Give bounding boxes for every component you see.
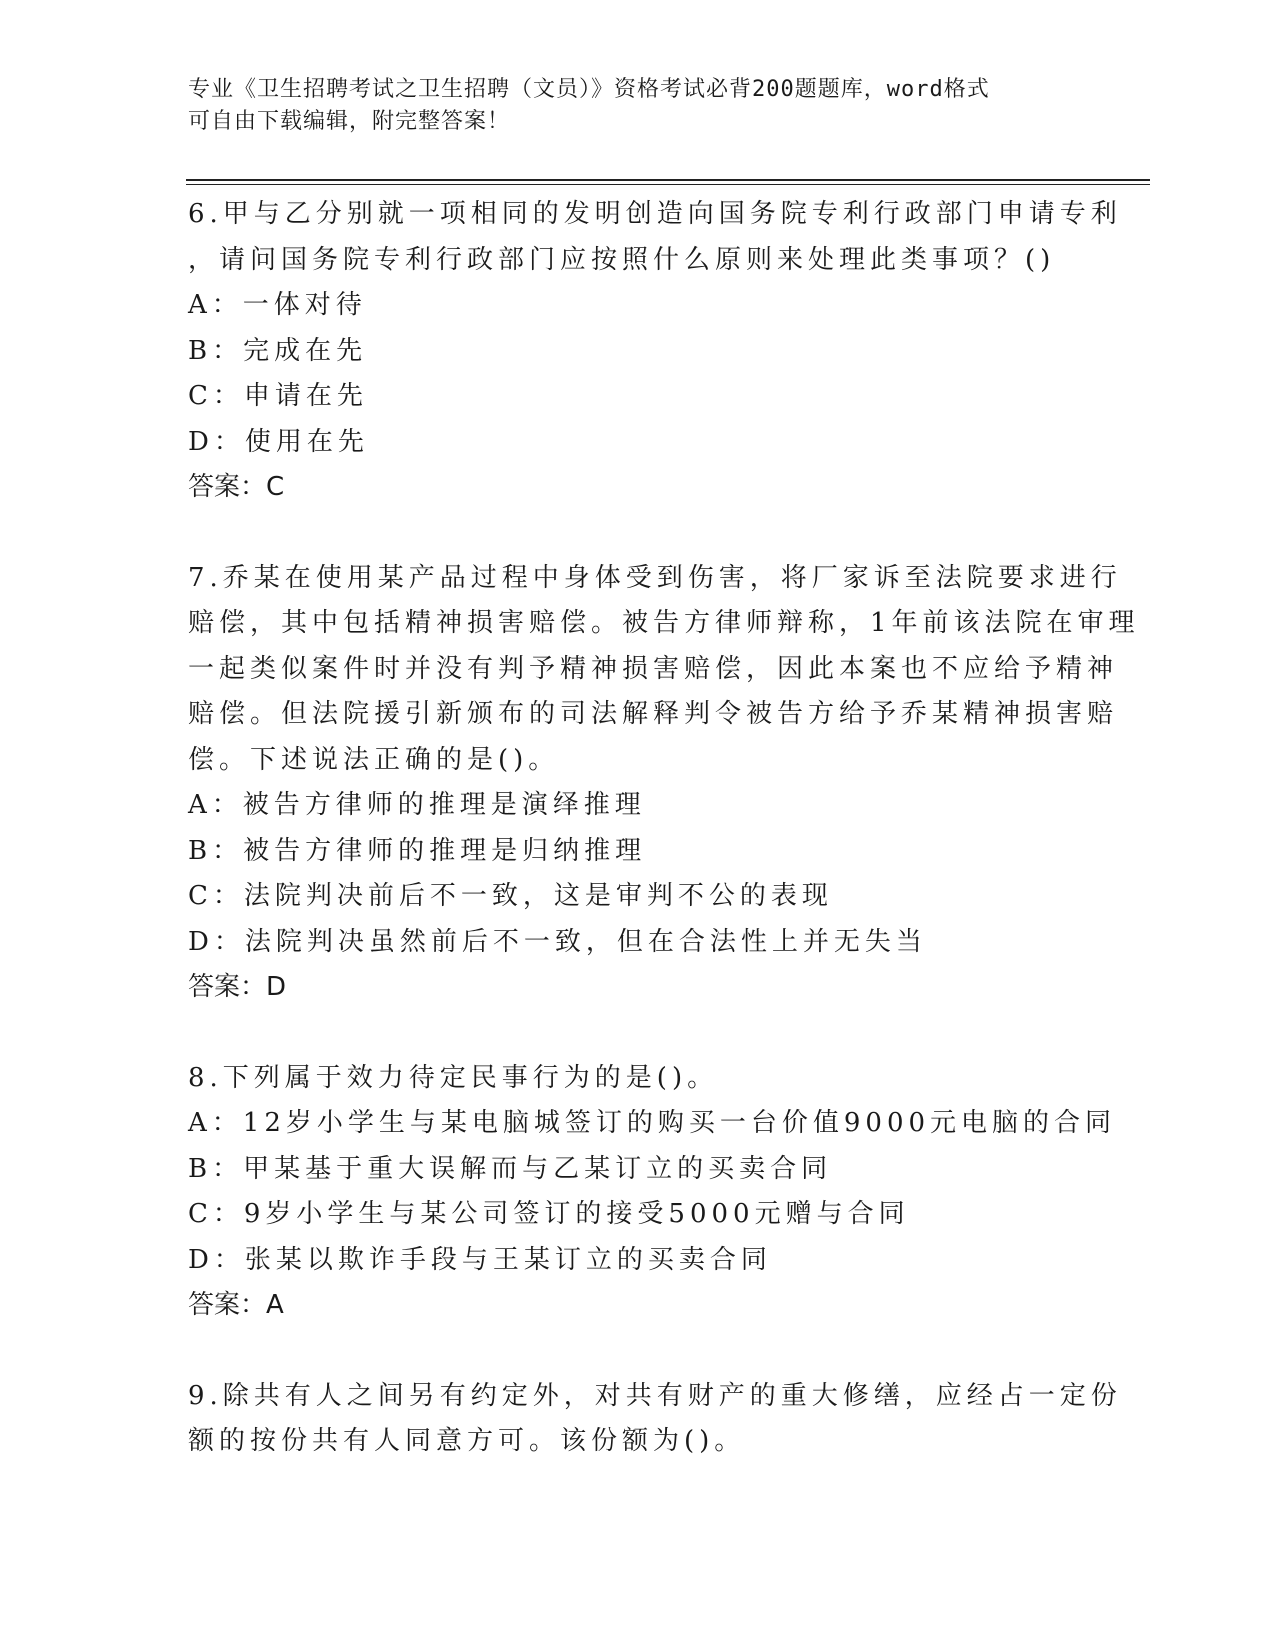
option-c: C：9岁小学生与某公司签订的接受5000元赠与合同 — [188, 1199, 910, 1229]
question-text-line: 9.除共有人之间另有约定外，对共有财产的重大修缮，应经占一定份 — [188, 1380, 1122, 1411]
option-b: B：被告方律师的推理是归纳推理 — [188, 835, 647, 866]
option-c: C：申请在先 — [188, 381, 368, 411]
answer: 答案：C — [188, 472, 285, 502]
answer: 答案：A — [188, 1290, 284, 1320]
question-text-line: 8.下列属于效力待定民事行为的是()。 — [188, 1062, 719, 1093]
question-text-line: 额的按份共有人同意方可。该份额为()。 — [188, 1426, 746, 1456]
option-a: A：一体对待 — [188, 290, 367, 320]
question-text-line: 赔偿，其中包括精神损害赔偿。被告方律师辩称，1年前该法院在审理 — [188, 608, 1140, 638]
option-d: D：张某以欺诈手段与王某订立的买卖合同 — [188, 1244, 772, 1275]
question-8 — [188, 1056, 1117, 1329]
question-7 — [188, 556, 1140, 1011]
header-line-2: 可自由下载编辑，附完整答案！ — [188, 109, 511, 134]
option-c: C：法院判决前后不一致，这是审判不公的表现 — [188, 881, 833, 911]
answer: 答案：D — [188, 972, 287, 1002]
question-text-line: 一起类似案件时并没有判予精神损害赔偿，因此本案也不应给予精神 — [188, 653, 1119, 684]
header-divider-thin — [186, 184, 1150, 185]
header-divider — [186, 179, 1150, 181]
header-line-1: 专业《卫生招聘考试之卫生招聘（文员）》资格考试必背200题题库，word格式 — [188, 77, 990, 102]
question-text-line: 7.乔某在使用某产品过程中身体受到伤害，将厂家诉至法院要求进行 — [188, 562, 1122, 593]
question-6 — [188, 192, 1122, 511]
option-a: A：12岁小学生与某电脑城签订的购买一台价值9000元电脑的合同 — [188, 1108, 1117, 1138]
question-list — [188, 192, 1140, 1465]
option-d: D：使用在先 — [188, 426, 369, 457]
question-text-line: 6.甲与乙分别就一项相同的发明创造向国务院专利行政部门申请专利 — [188, 199, 1122, 229]
question-text-line: 偿。下述说法正确的是()。 — [188, 744, 560, 775]
document-header — [188, 74, 1088, 138]
question-9 — [188, 1374, 1122, 1465]
question-text-line: 赔偿。但法院援引新颁布的司法解释判令被告方给予乔某精神损害赔 — [188, 699, 1119, 729]
question-text-line: ，请问国务院专利行政部门应按照什么原则来处理此类事项？() — [188, 244, 1056, 275]
option-b: B：甲某基于重大误解而与乙某订立的买卖合同 — [188, 1153, 833, 1184]
option-a: A：被告方律师的推理是演绎推理 — [188, 790, 646, 820]
option-b: B：完成在先 — [188, 335, 368, 366]
option-d: D：法院判决虽然前后不一致，但在合法性上并无失当 — [188, 926, 927, 957]
